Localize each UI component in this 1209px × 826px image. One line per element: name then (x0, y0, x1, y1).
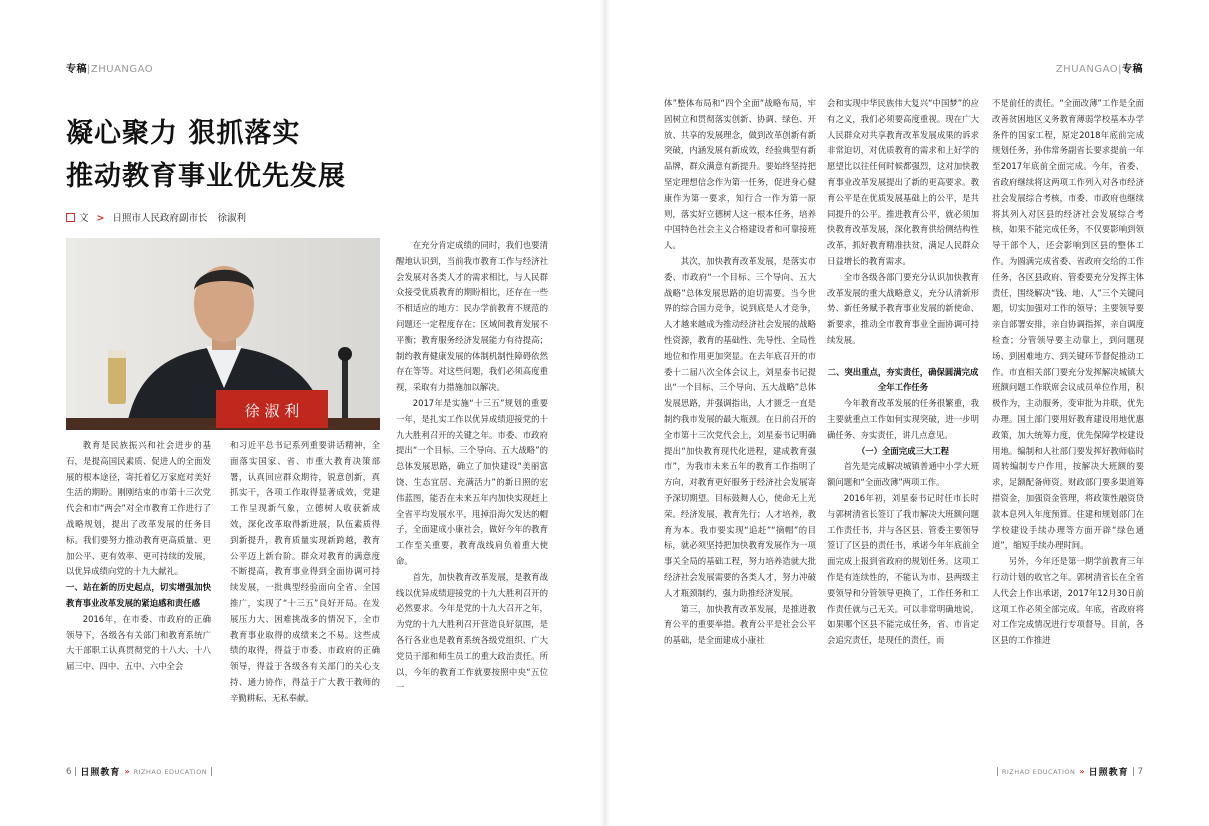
byline-label: 文 (79, 213, 89, 224)
footer-right (997, 765, 1143, 778)
square-icon (66, 213, 75, 222)
magazine-name-en: RIZHAO EDUCATION (1001, 767, 1076, 776)
divider (211, 767, 212, 776)
footer-left (66, 765, 212, 778)
column-4 (664, 96, 816, 758)
magazine-logo: 日照教育 (80, 768, 121, 778)
section-heading: （一）全面完成三大工程 (856, 445, 950, 456)
body-paragraph: 2016年初，刘星泰书记时任市长时与郭树清省长签订了我市解决大班额问题工作责任书，并与各区县、管委主要领导签订了区县的责任书，承诺今年年底前全面完成上报到省政府的规划任务。这项工作是有连续性的，不能认为市、县两级主要领导和分管领导更换了，工作任务和工作责任就与己无关。可以非常明确地说，如果哪个区县不能完成任务，省、市肯定会追究责任，是现任的责任，而 (827, 492, 979, 646)
author-photo (66, 238, 380, 430)
article-title (66, 112, 406, 198)
column-2 (230, 438, 380, 758)
body-paragraph: 全市各级各部门要充分认识加快教育改革发展的重大战略意义，充分认清新形势、新任务赋予教育事业发展的新使命、新要求，推动全市教育事业全面协调可持续发展。 (827, 271, 979, 345)
body-paragraph: 首先是完成解决城镇普通中小学大班额问题和“全面改薄”两项工作。 (827, 461, 979, 488)
byline (66, 210, 246, 224)
magazine-name-en: RIZHAO EDUCATION (133, 767, 208, 776)
body-paragraph (827, 349, 979, 365)
section-heading: 二、突出重点，夯实责任，确保圆满完成全年工作任务 (827, 366, 979, 393)
section-header-right: ZHUANGAO|专稿 (1055, 64, 1143, 75)
body-paragraph: 今年教育改革发展的任务很繁重，我主要就重点工作如何实现突破，进一步明确任务、夯实责任，讲几点意见。 (827, 398, 979, 440)
body-paragraph: 不是前任的责任。“全面改薄”工作是全面改善贫困地区义务教育薄弱学校基本办学条件的国家工程，原定2018年底前完成规划任务，孙伟常务副省长要求提前一年至2017年底前全面完成。今年，省委、省政府继续将这两项工作列入对各市经济社会发展综合考核，市委、市政府也继续将其列入对区县的经济社会发展综合考核，如果不能完成任务，不仅要影响到领导干部个人，还会影响到区县的整体工作。为圆满完成省委、省政府交给的工作任务，各区县政府、管委要充分发挥主体责任，围绕解决“钱、地、人”三个关键问题，切实加强对工作的领导；主要领导要亲自部署安排，亲自协调指挥，亲自调度检查；分管领导要主动靠上，到问题现场、到困难地方、到关键环节督促推动工作。市直相关部门要充分发挥解决城镇大班额问题工作联席会议成员单位作用，积极作为，主动服务，变审批为并联，优先办理。国土部门要用好教育建设用地优惠政策，加大统筹力度，优先保障学校建设用地。编制和人社部门要发挥好教师临时周转编制专户作用，按解决大班额的要求，足额配备师资。财政部门要多渠道筹措资金，加强资金管理，将政策性融资贷款本息列入年度预算。住建和规划部门在学校建设手续办理等方面开辟“绿色通道”，缩短手续办理时间。 (992, 98, 1144, 551)
body-paragraph: 2016年，在市委、市政府的正确领导下，各级各有关部门和教育系统广大干部职工认真贯彻党的十八大、十八届三中、四中、五中、六中全会 (66, 613, 211, 672)
portrait-illustration (66, 238, 380, 430)
body-paragraph: 和习近平总书记系列重要讲话精神，全面落实国家、省、市重大教育决策部署，认真回应群众期待，锐意创新，真抓实干，各项工作取得显著成效，党建工作呈现新气象，立德树人收获新成效，深化改革取得新进展，队伍素质得到新提升，教育质量实现新跨越，教育公平迈上新台阶。群众对教育的满意度不断提高，教育事业得到全面协调可持续发展，一批典型经验面向全省、全国推广，实现了“十三五”良好开局。在发展压力大、困难挑战多的情况下，全市教育事业取得的成绩来之不易。这些成绩的取得，得益于市委、市政府的正确领导，得益于各级各有关部门的关心支持、通力协作，得益于广大教干教师的辛勤耕耘、无私奉献。 (230, 440, 380, 703)
section-label-cn: 专稿 (66, 64, 87, 75)
divider (1133, 767, 1134, 776)
body-paragraph: 第三，加快教育改革发展，是推进教育公平的重要举措。教育公平是社会公平的基础，是全面建成小康社 (664, 603, 816, 646)
column-1 (66, 438, 211, 758)
page-number-left: 6 (66, 766, 72, 777)
divider (997, 767, 998, 776)
arrow-icon: > (96, 213, 105, 224)
column-5 (827, 96, 979, 758)
column-6 (992, 96, 1144, 758)
body-paragraph: 其次，加快教育改革发展，是落实市委、市政府“一个目标、三个导向、五大战略”总体发展思路的迫切需要。当今世界的综合国力竞争，说到底是人才竞争，人才越来越成为推动经济社会发展的战略性资源，教育的基础性、先导性、全局性地位和作用更加突显。在去年底召开的市委十二届八次全体会议上，刘星泰书记提出“一个目标、三个导向、五大战略”总体发展思路，并强调指出，人才匮乏一直是制约我市发展的最大瓶颈。在日前召开的全市第十三次党代会上，刘星泰书记明确提出“加快教育现代化进程，建成教育强市”，为我市未来五年的教育工作指明了方向，对教育更好服务于经济社会发展寄予深切期望。目标鼓舞人心，使命无上光荣。经济发展，教育先行；人才培养，教育为本。我市要实现“追赶”“摘帽”的目标，就必须坚持把加快教育发展作为一项事关全局的基础工程，努力培养造就大批经济社会发展需要的各类人才，努力冲破人才瓶颈制约，强力助推经济发展。 (664, 255, 816, 598)
body-paragraph: 首先，加快教育改革发展，是教育战线以优异成绩迎接党的十九大胜利召开的必然要求。今年是党的十九大召开之年，为党的十九大胜利召开营造良好氛围，是各行各业也是教育系统各级党组织、广大党员干部和师生员工的重大政治责任。所以，今年的教育工作就要按照中央“五位一 (396, 571, 548, 693)
title-line-2: 推动教育事业优先发展 (66, 161, 346, 192)
author-position: 日照市人民政府副市长 (112, 213, 208, 224)
left-page (0, 0, 604, 826)
title-line-1: 凝心聚力 狠抓落实 (66, 118, 301, 149)
body-paragraph: 体”整体布局和“四个全面”战略布局，牢固树立和贯彻落实创新、协调、绿色、开放、共享的发展理念，做到改革创新有新突破，内涵发展有新成效，经验典型有新品牌，群众满意有新提升。要始终坚持把坚定理想信念作为第一任务，促进身心健康作为第一要求，知行合一作为第一原则，落实好立德树人这一根本任务，培养中国特色社会主义合格建设者和可靠接班人。 (664, 98, 816, 251)
body-paragraph: 会和实现中华民族伟大复兴“中国梦”的应有之义，我们必须要高度重视。现在广大人民群众对共享教育改革发展成果的诉求非常迫切，对优质教育的需求和上好学的愿望比以往任何时候都强烈，这对加快教育事业改革发展提出了新的更高要求。教育公平是在优质发展基础上的公平，是共同提升的公平。推进教育公平，就必须加快教育改革发展，深化教育供给侧结构性改革，抓好教育精准扶贫，满足人民群众日益增长的教育需求。 (827, 98, 979, 266)
page-number-right: 7 (1137, 766, 1143, 777)
body-paragraph: 2017年是实施“十三五”规划的重要一年，是扎实工作以优异成绩迎接党的十九大胜利召开的关键之年。市委、市政府提出“一个目标、三个导向、五大战略”的总体发展思路，确立了加快建设“美丽富饶、生态宜居、充满活力”的新日照的宏伟蓝图，能否在未来五年内加快实现赶上全省平均发展水平，甩掉沿海欠发达的帽子，全面建成小康社会，做好今年的教育工作至关重要，教育战线肩负着重大使命。 (396, 397, 548, 566)
author-name: 徐淑利 (217, 213, 247, 224)
double-arrow-icon: » (124, 767, 130, 776)
double-arrow-icon: » (1079, 767, 1085, 776)
section-label-en: ZHUANGAO (1055, 64, 1119, 75)
section-label-en: ZHUANGAO (90, 64, 154, 75)
section-header-left: 专稿|ZHUANGAO (66, 64, 154, 75)
section-label-cn: 专稿 (1122, 64, 1143, 75)
right-page (605, 0, 1209, 826)
body-paragraph: 另外，今年还是第一期学前教育三年行动计划的收官之年。郭树清省长在全省人代会上作出承诺，2017年12月30日前这项工作必须全部完成。年底，省政府将对工作完成情况进行专项督导。目前，各区县的工作推进 (992, 556, 1144, 646)
body-paragraph: 在充分肯定成绩的同时，我们也要清醒地认识到，当前我市教育工作与经济社会发展对各类人才的需求相比，与人民群众接受优质教育的期盼相比，还存在一些不相适应的地方：民办学前教育不规范的问题还一定程度存在；区域间教育发展不平衡；教育服务经济发展能力有待提高；制约教育健康发展的体制机制性障碍依然存在等等。对这些问题，我们必须高度重视，采取有力措施加以解决。 (396, 240, 548, 393)
body-paragraph: 教育是民族振兴和社会进步的基石，是提高国民素质、促进人的全面发展的根本途径，寄托着亿万家庭对美好生活的期盼。刚刚结束的市第十三次党代会和市“两会”对全市教育工作进行了战略规划，提出了改革发展的任务目标。我们要努力推动教育更高质量、更加公平、更有效率、更可持续的发展，以优异成绩向党的十九大献礼。 (66, 440, 211, 577)
column-3 (396, 238, 548, 758)
nameplate-text: 徐 淑 利 (244, 402, 300, 420)
section-heading: 一、站在新的历史起点，切实增强加快教育事业改革发展的紧迫感和责任感 (66, 582, 211, 608)
divider (75, 767, 76, 776)
magazine-logo: 日照教育 (1088, 768, 1129, 778)
